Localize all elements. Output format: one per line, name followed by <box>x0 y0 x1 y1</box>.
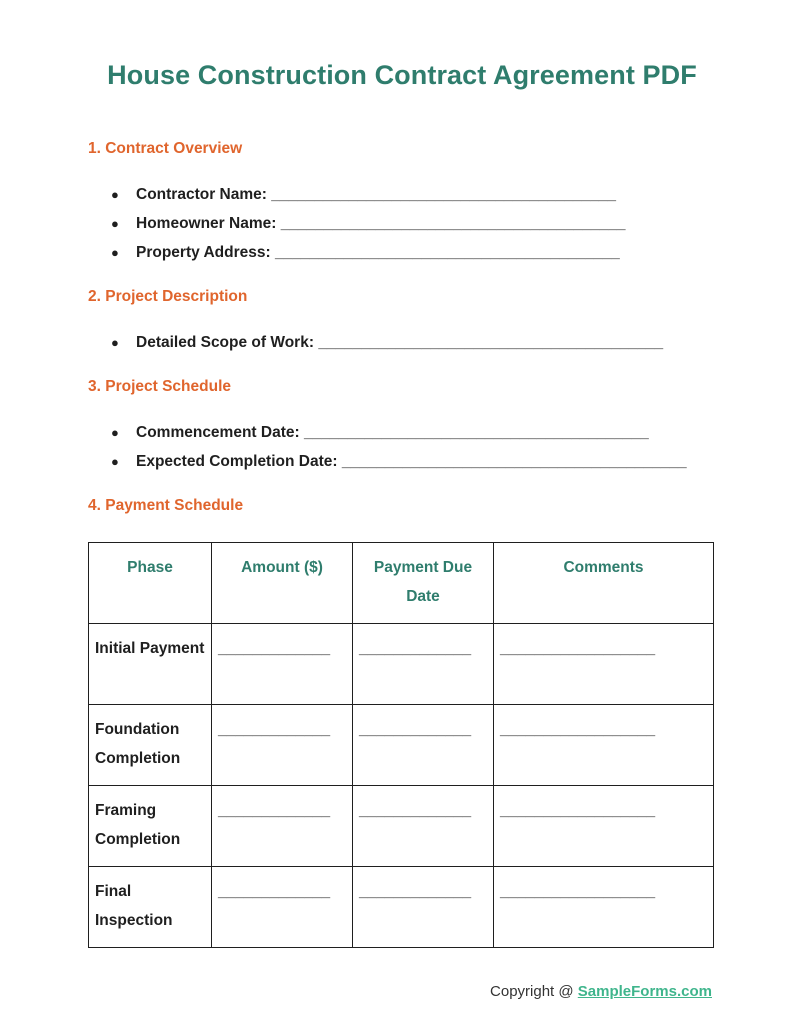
field-blank[interactable]: ________________________________________ <box>280 215 626 232</box>
table-row <box>89 624 714 705</box>
cell-phase: Final Inspection <box>89 867 212 948</box>
field-property-address <box>88 238 626 267</box>
field-label: Contractor Name: <box>136 186 267 203</box>
contract-overview-fields <box>88 180 626 267</box>
header-phase: Phase <box>89 543 212 624</box>
cell-amount[interactable]: _____________ <box>212 624 353 705</box>
field-homeowner-name <box>88 209 626 238</box>
payment-schedule-table <box>88 542 714 948</box>
project-description-fields <box>88 328 663 357</box>
bullet-icon: ● <box>111 335 119 350</box>
cell-amount[interactable]: _____________ <box>212 786 353 867</box>
field-label: Property Address: <box>136 244 271 261</box>
header-payment-due-date: Payment Due Date <box>353 543 494 624</box>
table-row <box>89 705 714 786</box>
bullet-icon: ● <box>111 245 119 260</box>
field-blank[interactable]: ________________________________________ <box>274 244 620 261</box>
bullet-icon: ● <box>111 187 119 202</box>
field-contractor-name <box>88 180 626 209</box>
cell-amount[interactable]: _____________ <box>212 867 353 948</box>
table-row <box>89 786 714 867</box>
cell-comments[interactable]: __________________ <box>494 705 714 786</box>
cell-comments[interactable]: __________________ <box>494 867 714 948</box>
project-schedule-fields <box>88 418 687 476</box>
cell-phase: Framing Completion <box>89 786 212 867</box>
cell-due-date[interactable]: _____________ <box>353 624 494 705</box>
copyright-footer <box>490 983 712 1000</box>
cell-phase: Initial Payment <box>89 624 212 705</box>
bullet-icon: ● <box>111 216 119 231</box>
table-header-row <box>89 543 714 624</box>
field-label: Detailed Scope of Work: <box>136 334 314 351</box>
cell-due-date[interactable]: _____________ <box>353 705 494 786</box>
bullet-icon: ● <box>111 425 119 440</box>
bullet-icon: ● <box>111 454 119 469</box>
section-heading-payment-schedule: 4. Payment Schedule <box>88 497 244 514</box>
cell-comments[interactable]: __________________ <box>494 624 714 705</box>
cell-due-date[interactable]: _____________ <box>353 786 494 867</box>
field-commencement-date <box>88 418 687 447</box>
section-heading-contract-overview: 1. Contract Overview <box>88 140 243 157</box>
cell-phase: Foundation Completion <box>89 705 212 786</box>
cell-amount[interactable]: _____________ <box>212 705 353 786</box>
document-title: House Construction Contract Agreement PDF <box>107 60 697 90</box>
table-row <box>89 867 714 948</box>
field-scope-of-work <box>88 328 663 357</box>
field-expected-completion-date <box>88 447 687 476</box>
cell-due-date[interactable]: _____________ <box>353 867 494 948</box>
field-blank[interactable]: ________________________________________ <box>341 453 687 470</box>
section-heading-project-schedule: 3. Project Schedule <box>88 378 231 395</box>
field-label: Homeowner Name: <box>136 215 277 232</box>
header-comments: Comments <box>494 543 714 624</box>
sampleforms-link[interactable]: SampleForms.com <box>577 983 712 1000</box>
field-label: Expected Completion Date: <box>136 453 338 470</box>
header-amount: Amount ($) <box>212 543 353 624</box>
copyright-text: Copyright @ <box>490 983 578 1000</box>
cell-comments[interactable]: __________________ <box>494 786 714 867</box>
field-blank[interactable]: ________________________________________ <box>271 186 617 203</box>
field-label: Commencement Date: <box>136 424 300 441</box>
field-blank[interactable]: ________________________________________ <box>318 334 664 351</box>
section-heading-project-description: 2. Project Description <box>88 288 248 305</box>
field-blank[interactable]: ________________________________________ <box>303 424 649 441</box>
